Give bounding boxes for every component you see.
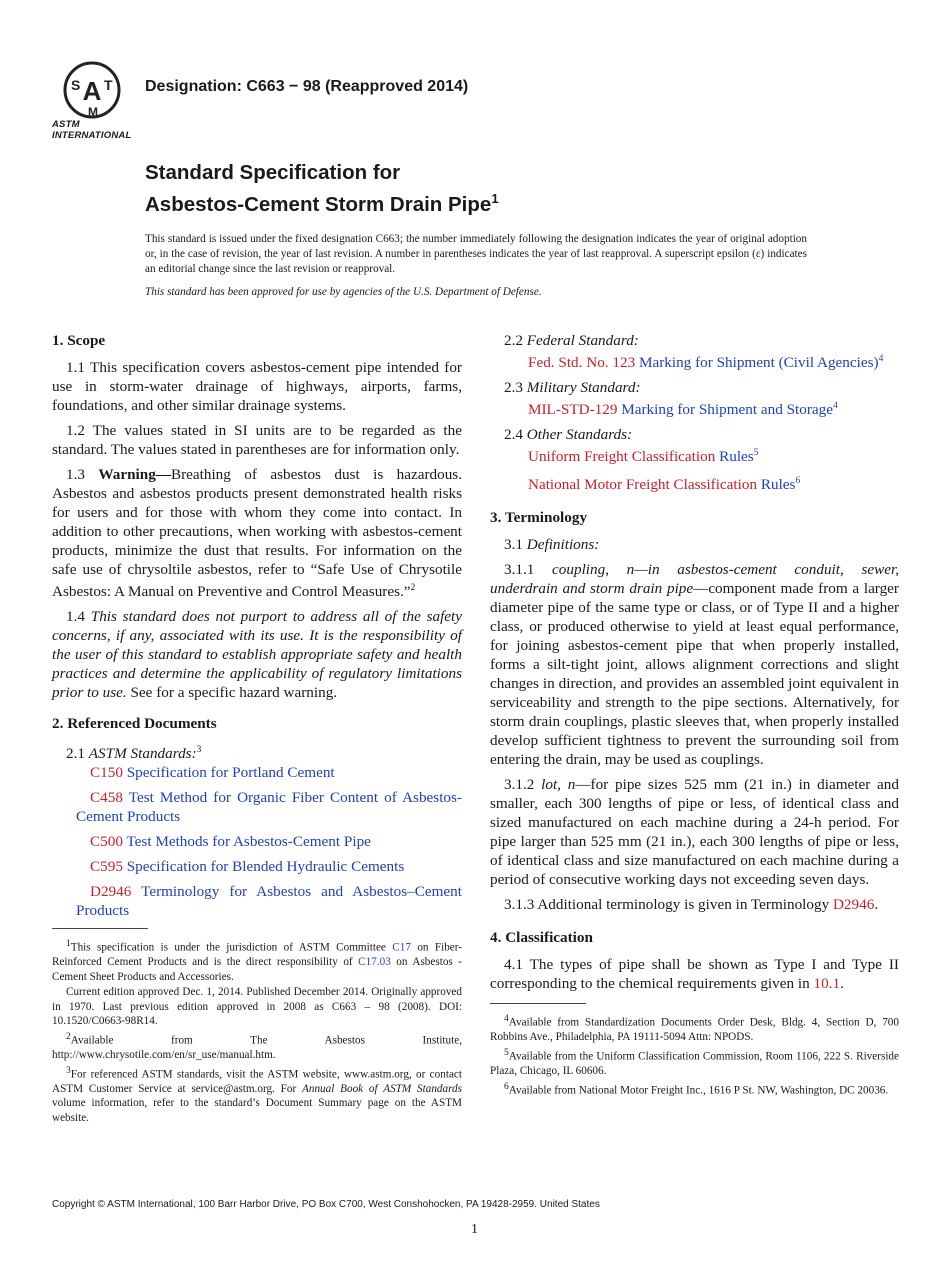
- terminology-link[interactable]: D2946: [832, 896, 875, 914]
- warning-label: Warning—: [98, 466, 171, 483]
- paragraph-1-1: 1.1 This specification covers asbestos-cement pipe intended for use in storm-water drainage of highways, airports, farms, foundations, and other similar drainage systems.: [52, 359, 462, 414]
- footnote-6: $^6$Available from National Motor Freight Inc., 1616 P St. NW, Washington, DC 20036.: [504, 1081, 889, 1097]
- footnotes-right: [490, 1012, 899, 1098]
- svg-text:A: A: [82, 76, 102, 106]
- logo-caption: ASTM INTERNATIONAL: [52, 119, 132, 141]
- paragraph-3-1-3: 3.1.3 Additional terminology is given in Terminology D2946.: [504, 896, 879, 914]
- section-link[interactable]: 10.1: [813, 975, 841, 993]
- section-heading-scope: 1. Scope: [52, 332, 106, 349]
- footnote-1-edition: Current edition approved Dec. 1, 2014. Published December 2014. Originally approved in 1970. Last previous edition approved in 2008 as C663 – 98 (2008). DOI: 10.1520/C0663-98R14.: [52, 986, 462, 1028]
- reference-item[interactable]: D2946 Terminology for Asbestos and Asbestos–Cement Products: [76, 883, 462, 920]
- footnote-divider: [52, 928, 148, 929]
- title-footnote-mark: 1: [491, 191, 499, 206]
- military-standard-item[interactable]: MIL-STD-129 Marking for Shipment and Storage$^4$: [528, 401, 838, 419]
- astm-logo: [52, 60, 134, 141]
- federal-standard-label: 2.2 Federal Standard:: [504, 332, 639, 349]
- svg-text:M: M: [88, 105, 98, 119]
- title-line-2: Asbestos-Cement Storm Drain Pipe$^1$: [145, 191, 499, 216]
- section-heading-terminology: 3. Terminology: [490, 509, 588, 527]
- paragraph-3-1: 3.1 Definitions:: [504, 536, 600, 554]
- other-standard-item[interactable]: National Motor Freight Classification Rules$^6$: [528, 476, 801, 494]
- other-standard-item[interactable]: Uniform Freight Classification Rules$^5$: [528, 448, 759, 466]
- section-heading-classification: 4. Classification: [490, 929, 593, 947]
- paragraph-1-3: 1.3 Warning—Breathing of asbestos dust is hazardous. Asbestos and asbestos products present demonstrated health risks for users and for those with whom they come into contact. In addition to other precautions, when working with asbestos-cement products, minimize the dust that results. For information on the safe use of chrysoltile asbestos, refer to “Safe Use of Chrysotile Asbestos: A Manual on Preventive and Control Measures.”$^2$: [52, 466, 462, 601]
- astm-standards-label: 2.1 ASTM Standards:$^3$: [66, 745, 202, 763]
- footnote-5: $^5$Available from the Uniform Classification Commission, Room 1106, 222 S. Riverside Plaza, Chicago, IL 60606.: [490, 1047, 899, 1078]
- document-title: [145, 160, 499, 218]
- intro-paragraph: This standard is issued under the fixed designation C663; the number immediately following the designation indicates the year of original adoption or, in the case of revision, the year of last revision. A number in parentheses indicates the year of last reapproval. A superscript epsilon (ε) indicates an editorial change since the last revision or reapproval.: [145, 233, 807, 275]
- svg-text:S: S: [71, 77, 81, 93]
- footnote-divider: [490, 1003, 586, 1004]
- paragraph-1-4: 1.4 This standard does not purport to address all of the safety concerns, if any, associated with its use. It is the responsibility of the user of this standard to establish appropriate safety and health practices and determine the applicability of regulatory limitations prior to use. See for a specific hazard warning.: [52, 608, 462, 702]
- footnote-2: $^2$Available from The Asbestos Institute, http://www.chrysotile.com/en/sr_use/manual.htm.: [52, 1031, 462, 1062]
- page-number: 1: [471, 1222, 478, 1237]
- footnotes-left: [52, 937, 462, 1125]
- other-standards-label: 2.4 Other Standards:: [504, 426, 633, 444]
- footnote-1: $^1$This specification is under the jurisdiction of ASTM Committee C17 on Fiber-Reinforced Cement Products and is the direct responsibility of C17.03 on Asbestos - Cement Sheet Products and Accessories.: [52, 939, 462, 983]
- footnote-3: $^3$For referenced ASTM standards, visit the ASTM website, www.astm.org, or contact ASTM Customer Service at service@astm.org. For Annual Book of ASTM Standards volume information, refer to the standard’s Document Summary page on the ASTM website.: [52, 1065, 462, 1124]
- paragraph-4-1: 4.1 The types of pipe shall be shown as Type I and Type II corresponding to the chemical requirements given in 10.1.: [490, 956, 899, 993]
- title-line-1: Standard Specification for: [145, 161, 401, 184]
- reference-item[interactable]: C150 Specification for Portland Cement: [90, 764, 335, 782]
- reference-item[interactable]: C500 Test Methods for Asbestos-Cement Pipe: [90, 833, 371, 851]
- footnote-4: $^4$Available from Standardization Documents Order Desk, Bldg. 4, Section D, 700 Robbins Ave., Philadelphia, PA 19111-5094 Attn: NPODS.: [490, 1014, 899, 1044]
- section-heading-referenced-documents: 2. Referenced Documents: [52, 715, 217, 733]
- reference-item[interactable]: C595 Specification for Blended Hydraulic Cements: [90, 858, 405, 876]
- dod-approval-note: This standard has been approved for use by agencies of the U.S. Department of Defense.: [145, 286, 542, 298]
- military-standard-label: 2.3 Military Standard:: [504, 379, 641, 397]
- federal-standard-item[interactable]: Fed. Std. No. 123 Marking for Shipment (Civil Agencies)$^4$: [528, 354, 884, 372]
- svg-text:T: T: [104, 77, 113, 93]
- paragraph-3-1-2: 3.1.2 lot, n—for pipe sizes 525 mm (21 in.) in diameter and smaller, each 300 lengths of pipe or less, of identical class and sized manufactured on each machine during a 24-h period. For pipe larger than 525 mm (21 in.), each 300 lengths of pipe or less, of identical class and size manufactured on each machine during a period of consecutive working days not exceeding seven days.: [490, 776, 899, 889]
- copyright-notice: Copyright © ASTM International, 100 Barr Harbor Drive, PO Box C700, West Conshohocken, PA 19428-2959. United States: [52, 1199, 600, 1210]
- paragraph-3-1-1: 3.1.1 coupling, n—in asbestos-cement conduit, sewer, underdrain and storm drain pipe—component made from a larger diameter pipe of the same type or class, or of Type II and a higher class, or produced otherwise to yield at least equal performance, for joining asbestos-cement pipe that when properly installed, forms a silt-tight joint, allows alignment corrections and slight changes in direction, and provides an assembled joint equivalent in serviceability and strength to the pipe sections. Alternatively, for storm drain couplings, plastic sleeves that, when properly installed develop sufficient tightness to prevent the surrounding soil from entering the drain, may be used as couplings.: [490, 561, 899, 769]
- reference-item[interactable]: C458 Test Method for Organic Fiber Content of Asbestos-Cement Products: [76, 789, 462, 826]
- astm-reference-list: [52, 763, 462, 920]
- paragraph-1-2: 1.2 The values stated in SI units are to be regarded as the standard. The values stated in parentheses are for information only.: [52, 422, 462, 458]
- designation: Designation: C663 − 98 (Reapproved 2014): [145, 78, 469, 95]
- left-column: [52, 331, 462, 1126]
- right-column: [490, 331, 899, 1099]
